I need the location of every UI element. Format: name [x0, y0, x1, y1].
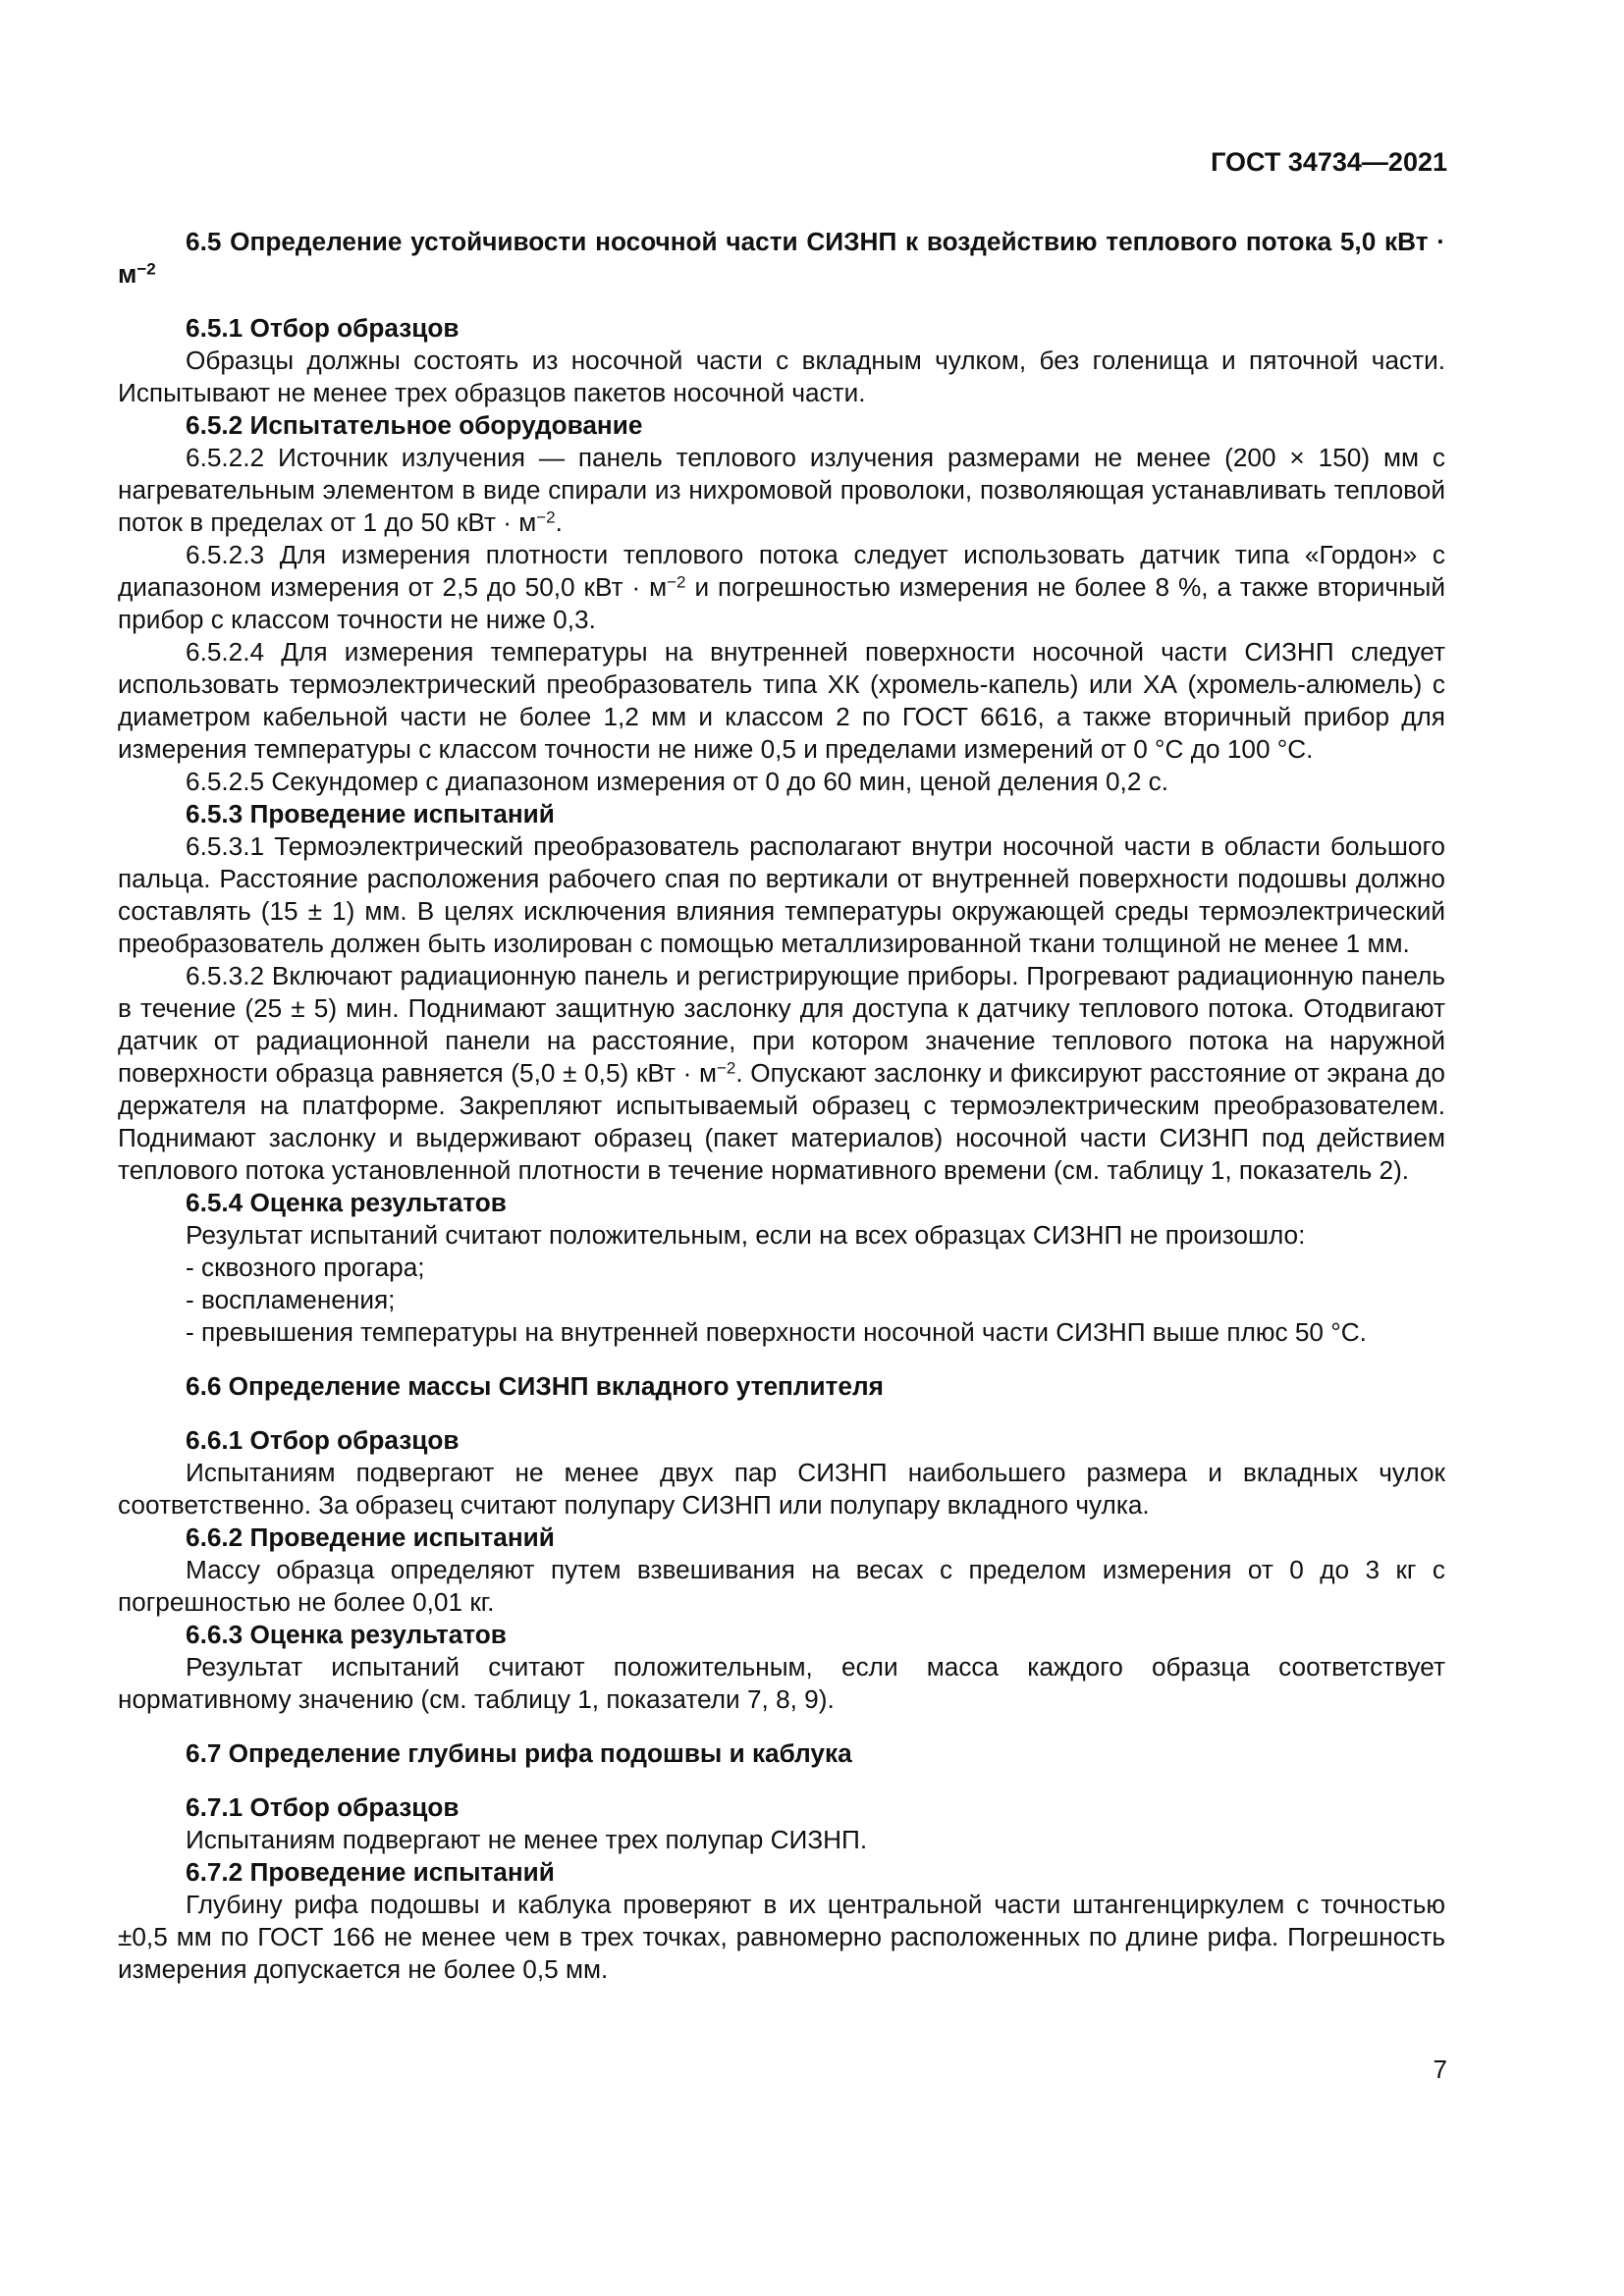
page-number: 7: [1433, 2055, 1447, 2084]
subsection-6-6-1-heading: 6.6.1 Отбор образцов: [186, 1425, 460, 1455]
section-6-6-title: 6.6 Определение массы СИЗНП вкладного утеплителя: [186, 1371, 884, 1401]
subsection-6-5-1-heading: 6.5.1 Отбор образцов: [186, 313, 460, 343]
subsection-6-6-1-text: Испытаниям подвергают не менее двух пар СИЗНП наибольшего размера и вкладных чулок соответственно. За образец считают полупару СИЗНП или полупару вкладного чулка.: [118, 1458, 1445, 1520]
list-item: - воспламенения;: [186, 1285, 396, 1314]
paragraph-6-5-2-3: 6.5.2.3 Для измерения плотности теплового потока следует использовать датчик типа «Гордон» с диапазоном измерения от 2,5 до 50,0 кВт · $м^{-2}$ и погрешностью измерения не более 8 %, а также вторичный прибор с классом точности не ниже 0,3.: [118, 540, 1445, 634]
list-item: - сквозного прогара;: [186, 1253, 425, 1282]
paragraph-6-5-2-4: 6.5.2.4 Для измерения температуры на внутренней поверхности носочной части СИЗНП следует использовать термоэлектрический преобразователь типа ХК (хромель-капель) или ХА (хромель-алюмель) с диаметром кабельной части не более 1,2 мм и классом 2 по ГОСТ 6616, а также вторичный прибор для измерения температуры с классом точности не ниже 0,5 и пределами измерений от 0 °С до 100 °С.: [118, 637, 1445, 764]
subsection-6-7-1-heading: 6.7.1 Отбор образцов: [186, 1792, 460, 1822]
subsection-6-5-4-heading: 6.5.4 Оценка результатов: [186, 1188, 507, 1217]
subsection-6-7-1-text: Испытаниям подвергают не менее трех полупар СИЗНП.: [186, 1825, 868, 1854]
section-6-5-title: 6.5 Определение устойчивости носочной части СИЗНП к воздействию теплового потока 5,0 кВт · $м^{-2}$: [118, 227, 1445, 289]
subsection-6-5-1-text: Образцы должны состоять из носочной части с вкладным чулком, без голенища и пяточной части. Испытывают не менее трех образцов пакетов носочной части.: [118, 346, 1445, 407]
paragraph-6-5-3-2: 6.5.3.2 Включают радиационную панель и регистрирующие приборы. Прогревают радиационную панель в течение (25 ± 5) мин. Поднимают защитную заслонку для доступа к датчику теплового потока. Отодвигают датчик от радиационной панели на расстояние, при котором значение теплового потока на наружной поверхности образца равняется (5,0 ± 0,5) кВт · $м^{-2}$. Опускают заслонку и фиксируют расстояние от экрана до держателя на платформе. Закрепляют испытываемый образец с термоэлектрическим преобразователем. Поднимают заслонку и выдерживают образец (пакет материалов) носочной части СИЗНП под действием теплового потока установленной плотности в течение нормативного времени (см. таблицу 1, показатель 2).: [118, 961, 1445, 1185]
section-6-7-title: 6.7 Определение глубины рифа подошвы и каблука: [186, 1738, 852, 1768]
page-content: [118, 226, 1445, 1986]
subsection-6-5-4-text: Результат испытаний считают положительным, если на всех образцах СИЗНП не произошло:: [186, 1220, 1306, 1250]
subsection-6-6-2-heading: 6.6.2 Проведение испытаний: [186, 1522, 555, 1552]
subsection-6-6-3-heading: 6.6.3 Оценка результатов: [186, 1620, 507, 1649]
paragraph-6-5-3-1: 6.5.3.1 Термоэлектрический преобразователь располагают внутри носочной части в области большого пальца. Расстояние расположения рабочего спая по вертикали от внутренней поверхности подошвы должно составлять (15 ± 1) мм. В целях исключения влияния температуры окружающей среды термоэлектрический преобразователь должен быть изолирован с помощью металлизированной ткани толщиной не менее 1 мм.: [118, 831, 1445, 958]
subsection-6-5-3-heading: 6.5.3 Проведение испытаний: [186, 799, 555, 828]
subsection-6-7-2-heading: 6.7.2 Проведение испытаний: [186, 1857, 555, 1887]
subsection-6-7-2-text: Глубину рифа подошвы и каблука проверяют в их центральной части штангенциркулем с точностью ±0,5 мм по ГОСТ 166 не менее чем в трех точках, равномерно расположенных по длине рифа. Погрешность измерения допускается не более 0,5 мм.: [118, 1890, 1445, 1984]
subsection-6-6-3-text: Результат испытаний считают положительным, если масса каждого образца соответствует нормативному значению (см. таблицу 1, показатели 7, 8, 9).: [118, 1652, 1445, 1714]
subsection-6-6-2-text: Массу образца определяют путем взвешивания на весах с пределом измерения от 0 до 3 кг с погрешностью не более 0,01 кг.: [118, 1555, 1445, 1617]
paragraph-6-5-2-2: 6.5.2.2 Источник излучения — панель теплового излучения размерами не менее (200 × 150) мм с нагревательным элементом в виде спирали из нихромовой проволоки, позволяющая устанавливать тепловой поток в пределах от 1 до 50 кВт · $м^{-2}$.: [118, 443, 1445, 537]
list-item: - превышения температуры на внутренней поверхности носочной части СИЗНП выше плюс 50 °С.: [186, 1317, 1367, 1347]
subsection-6-5-2-heading: 6.5.2 Испытательное оборудование: [186, 410, 643, 440]
document-code: ГОСТ 34734—2021: [1211, 147, 1447, 177]
paragraph-6-5-2-5: 6.5.2.5 Секундомер с диапазоном измерения от 0 до 60 мин, ценой деления 0,2 с.: [186, 767, 1169, 796]
